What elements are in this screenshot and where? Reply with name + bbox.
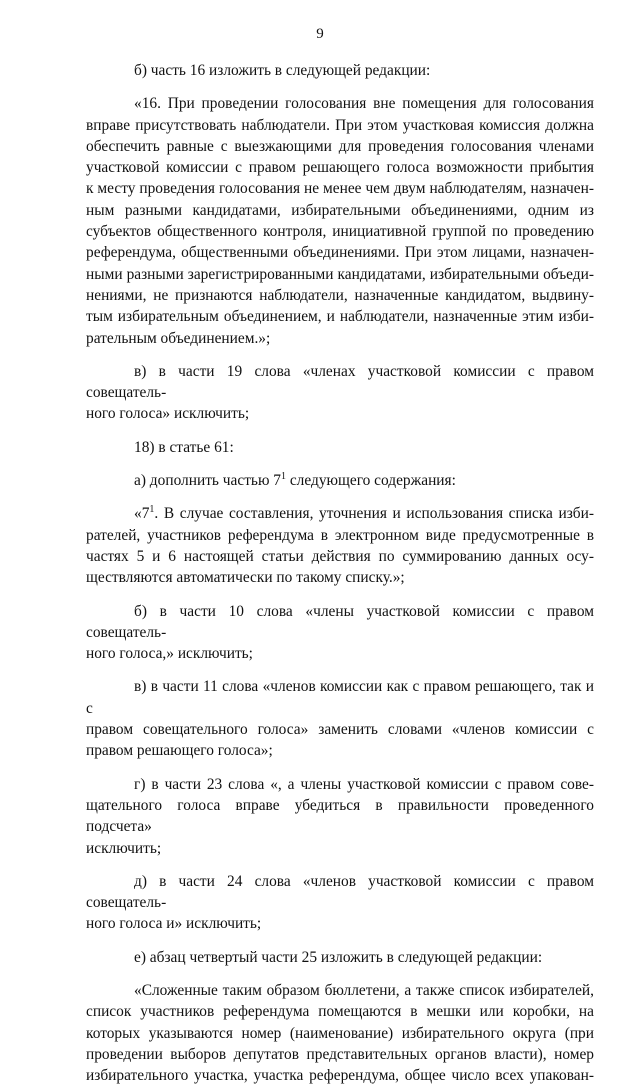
text-line: 18) в статье 61:: [134, 438, 234, 456]
text-line: участковой комиссии с правом решающего голоса возможности прибытия: [86, 159, 594, 177]
text-line: г) в части 23 слова «, а члены участковой комиссии с правом сове-: [134, 775, 594, 793]
text-line: правом решающего голоса»;: [86, 742, 273, 760]
paragraph: [86, 601, 594, 665]
text-line: избирательного участка, участка референдума, общее число всех упакован-: [86, 1067, 594, 1085]
text-line: ными разными зарегистрированными кандидатами, избирательными объеди-: [86, 265, 594, 283]
text-line: референдума, общественными объединениями. При этом лицами, назначен-: [86, 244, 594, 262]
text-line: «Сложенные таким образом бюллетени, а также список избирателей,: [134, 981, 594, 999]
text-line: частях 5 и 6 настоящей статьи действия по суммированию данных осу-: [86, 547, 594, 565]
text-line: нениями, не признаются наблюдатели, назначенные кандидатом, выдвину-: [86, 286, 594, 304]
text-line: ществляются автоматически по такому списку.»;: [86, 569, 405, 587]
text-line: щательного голоса вправе убедиться в правильности проведенного подсчета»: [86, 796, 594, 836]
text-line: которых указываются номер (наименование) избирательного округа (при: [86, 1024, 594, 1042]
text-line: субъектов общественного контроля, инициативной группой по проведению: [86, 223, 594, 241]
page-number: 9: [316, 26, 324, 42]
paragraph: [86, 774, 594, 859]
text-line: ного голоса и» исключить;: [86, 915, 262, 933]
text-line: список участников референдума помещаются в мешки или коробки, на: [86, 1003, 594, 1021]
text-line: тым избирательным объединением, и наблюдатели, назначенные этим изби-: [86, 308, 594, 326]
text-line: а) дополнить частью $7^1$ следующего содержания:: [134, 470, 456, 490]
text-line: исключить;: [86, 839, 162, 857]
text-line: вправе присутствовать наблюдатели. При этом участковая комиссия должна: [86, 116, 594, 134]
text-line: «16. При проведении голосования вне помещения для голосования: [134, 95, 594, 113]
paragraph: [86, 871, 594, 935]
paragraph: [86, 361, 594, 425]
text-line: б) часть 16 изложить в следующей редакции:: [134, 62, 431, 79]
paragraph: [86, 947, 594, 968]
paragraph: [86, 503, 594, 588]
text-line: рательным объединением.»;: [86, 329, 271, 347]
paragraph: [86, 676, 594, 761]
text-line: ным разными кандидатами, избирательными объединениями, одним из: [86, 201, 594, 219]
document-body: [86, 60, 594, 1086]
text-line: ного голоса,» исключить;: [86, 645, 253, 663]
text-line: в) в части 11 слова «членов комиссии как с правом решающего, так и с: [86, 678, 594, 717]
paragraph: [86, 437, 594, 458]
paragraph: [86, 93, 594, 349]
text-line: д) в части 24 слова «членов участковой комиссии с правом совещатель-: [86, 872, 594, 912]
text-line: в) в части 19 слова «членах участковой комиссии с правом совещатель-: [86, 362, 594, 402]
text-line: рателей, участников референдума в электронном виде предусмотренные в: [86, 526, 594, 544]
text-line: проведении выборов депутатов представительных органов власти), номер: [86, 1045, 594, 1063]
paragraph: [86, 980, 594, 1086]
text-line: правом совещательного голоса» заменить словами «членов комиссии с: [86, 721, 594, 739]
paragraph: [86, 470, 594, 491]
text-line: е) абзац четвертый части 25 изложить в следующей редакции:: [134, 948, 543, 966]
paragraph: [86, 60, 594, 81]
text-line: обеспечить равные с выезжающими для проведения голосования членами: [86, 137, 594, 155]
text-line: к месту проведения голосования не менее чем двум наблюдателям, назначен-: [86, 180, 594, 198]
text-line: «$7^1$. В случае составления, уточнения и использования списка изби-: [134, 504, 594, 523]
text-line: ного голоса» исключить;: [86, 405, 250, 423]
text-line: б) в части 10 слова «члены участковой комиссии с правом совещатель-: [86, 602, 594, 641]
